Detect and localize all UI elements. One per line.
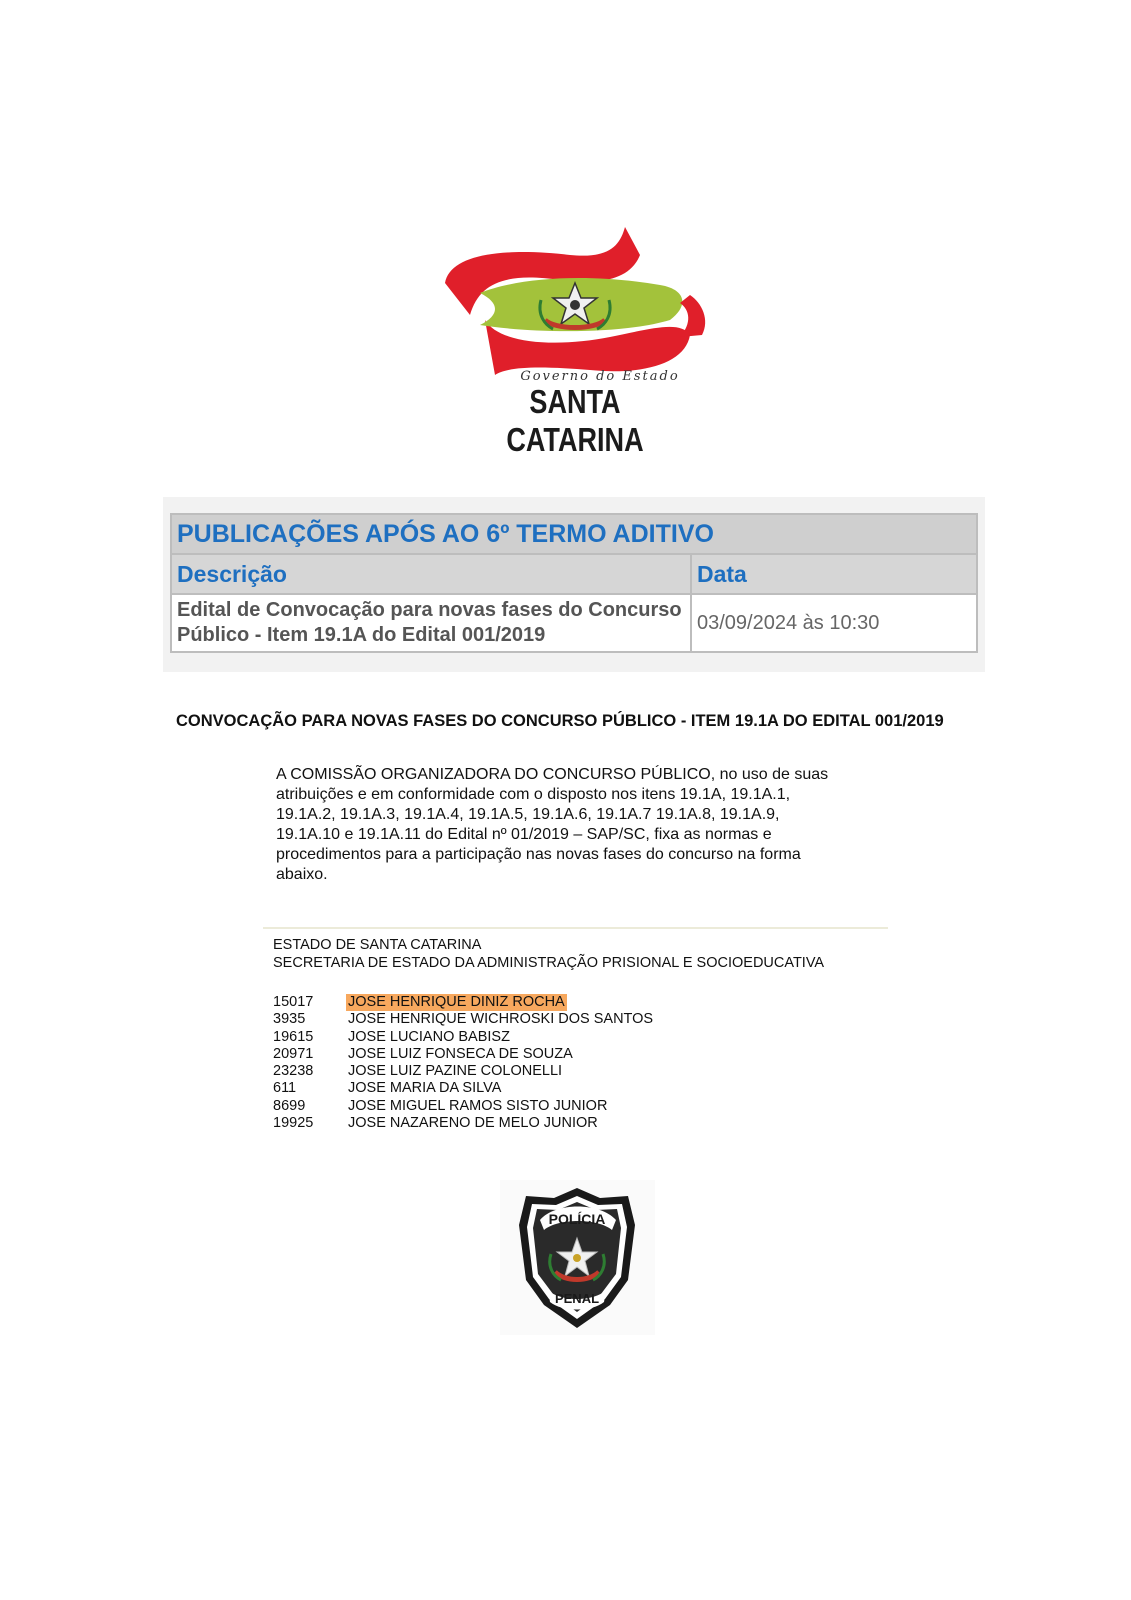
intro-line: 19.1A.2, 19.1A.3, 19.1A.4, 19.1A.5, 19.1A.6, 19.1A.7 19.1A.8, 19.1A.9, [276,806,780,823]
table-row[interactable] [171,594,977,652]
candidate-number: 23238 [273,1063,314,1080]
candidate-number: 19615 [273,1028,314,1045]
police-badge-icon [500,1180,655,1335]
candidate-name-highlighted: JOSE HENRIQUE DINIZ ROCHA [348,994,565,1010]
candidate-name: JOSE HENRIQUE WICHROSKI DOS SANTOS [348,1011,654,1028]
candidate-number: 20971 [273,1045,314,1062]
intro-paragraph [276,765,896,885]
candidate-name: JOSE MARIA DA SILVA [348,1080,502,1097]
intro-line: abaixo. [276,866,328,883]
candidate-number: 611 [273,1080,297,1097]
convocation-heading: CONVOCAÇÃO PARA NOVAS FASES DO CONCURSO PÚBLICO - ITEM 19.1A DO EDITAL 001/2019 [176,712,944,730]
candidate-number: 15017 [273,994,314,1010]
publication-date: 03/09/2024 às 10:30 [691,594,977,652]
column-date: Data [691,554,977,594]
publications-panel [163,497,985,672]
column-description: Descrição [171,554,691,594]
candidate-number: 19925 [273,1115,314,1132]
divider [263,927,888,929]
publications-table [170,513,978,653]
candidate-number: 3935 [273,1011,306,1028]
intro-line: A COMISSÃO ORGANIZADORA DO CONCURSO PÚBLICO, no uso de suas [276,766,829,783]
flag-ribbon-icon [440,225,710,375]
candidate-name: JOSE LUIZ PAZINE COLONELLI [348,1063,563,1080]
organization-secretariat: SECRETARIA DE ESTADO DA ADMINISTRAÇÃO PRISIONAL E SOCIOEDUCATIVA [273,955,825,971]
logo-title: SANTA CATARINA [506,383,644,458]
publication-description[interactable] [171,594,691,652]
policia-penal-badge [500,1180,655,1335]
candidate-name: JOSE LUCIANO BABISZ [348,1028,510,1045]
badge-bottom-text: PENAL [554,1291,600,1306]
intro-line: procedimentos para a participação nas novas fases do concurso na forma [276,846,801,863]
candidate-name: JOSE LUIZ FONSECA DE SOUZA [348,1045,573,1062]
candidate-name: JOSE MIGUEL RAMOS SISTO JUNIOR [348,1097,608,1114]
candidate-name: JOSE NAZARENO DE MELO JUNIOR [348,1115,598,1132]
intro-line: atribuições e em conformidade com o disposto nos itens 19.1A, 19.1A.1, [276,786,791,803]
description-line: Edital de Convocação para novas fases do Concurso [177,599,682,621]
santa-catarina-logo [440,225,710,458]
badge-top-text: POLÍCIA [548,1211,606,1227]
description-line: Público - Item 19.1A do Edital 001/2019 [177,624,546,646]
candidate-number: 8699 [273,1097,306,1114]
publications-title: PUBLICAÇÕES APÓS AO 6º TERMO ADITIVO [171,514,977,554]
logo-subtitle: Governo do Estado [520,369,680,384]
organization-state: ESTADO DE SANTA CATARINA [273,937,482,953]
intro-line: 19.1A.10 e 19.1A.11 do Edital nº 01/2019 – SAP/SC, fixa as normas e [276,826,772,843]
